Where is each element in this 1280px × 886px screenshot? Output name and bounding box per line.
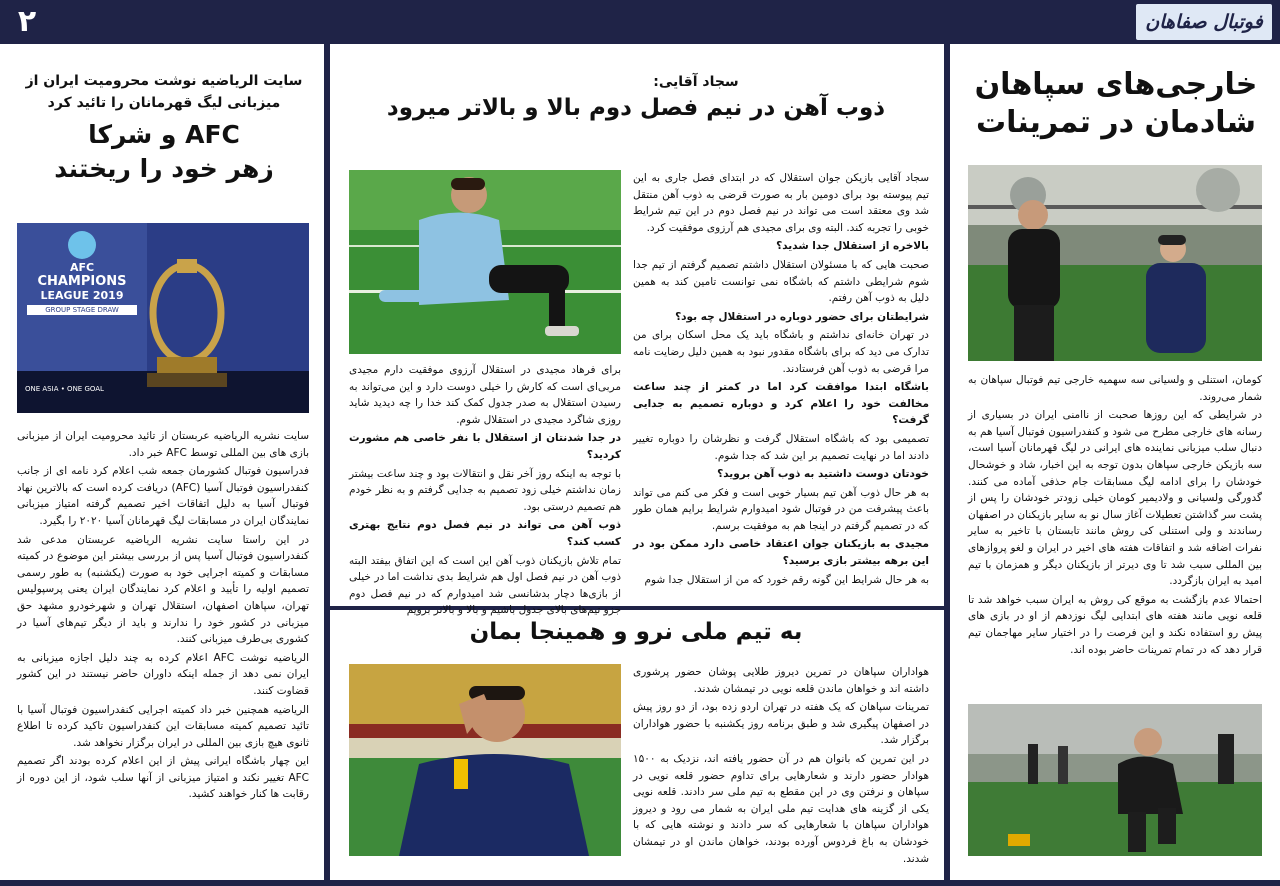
photo-sepahan-player-running	[968, 704, 1262, 856]
paragraph: به هر حال ذوب آهن تیم بسیار خوبی است و فکر می کنم می تواند باعث پیشرفت من در فوتبال شود امیدوارم شرایط برایم همان طور که در تصمیم گرفتم در اینجا هم به موفقیت برسم.	[633, 486, 929, 532]
photo-sajjad-aghaei	[349, 170, 621, 354]
paragraph: احتمالا عدم بازگشت به موقع کی روش به ایران سبب خواهد شد تا قلعه نویی مانند هفته های ابتدایی لیگ نوزدهم از او در بازی های پیش رو استفاده نکند و این فرصت را در اختیار سایر مهاجمان تیم قرار دهد که در تمام تمرینات حاضر بوده اند.	[968, 593, 1262, 656]
kicker-line: سایت الریاضیه نوشت محرومیت ایران از	[25, 73, 303, 89]
paragraph: کومان، استنلی و ولسیانی سه سهمیه خارجی تیم فوتبال سپاهان به شمار می‌روند.	[968, 374, 1262, 403]
title-line: AFC و شرکا	[88, 120, 240, 149]
paragraph: فدراسیون فوتبال کشورمان جمعه شب اعلام کرد نامه ای از جانب کنفدراسیون فوتبال آسیا (AFC) دریافت کرده است که بالاترین نهاد فوتبال آسیا به دلیل اتفاقات اخیر تصمیم گرفته امتیاز میزبانی نمایندگان ایران در مسابقات لیگ قهرمانان آسیا ۲۰۲۰ را بگیرد.	[17, 465, 309, 527]
paragraph: با توجه به اینکه روز آخر نقل و انتقالات بود و چند ساعت بیشتر زمان نداشتم خیلی زود تصمیم به جدایی گرفتم و به نظر خودم هم تصمیم درستی بود.	[349, 467, 621, 513]
paragraph: صحبت هایی که با مسئولان استقلال داشتم تصمیم گرفتم از تیم جدا شوم شرایطی داشتم که باشگاه نمی توانست تامین کند به همین دلیل به ذوب آهن رفتم.	[633, 258, 929, 305]
sajjad-photo-image	[349, 170, 621, 354]
left-article-body	[17, 428, 309, 858]
photo-qalehnoei-salute	[349, 664, 621, 856]
paragraph: در این راستا سایت نشریه الریاضیه عربستان مدعی شد کنفدراسیون فوتبال آسیا پس از بررسی بیشتر این موضوع در کمیته مسابقات و کمیته اجرایی خود به صورت (یکشنبه) به طور رسمی تصمیم اولیه را تأیید و اعلام کرد نمایندگان ایران یعنی پرسپولیس تهران، سپاهان اصفهان، استقلال تهران و شهرخودرو مشهد حق میزبانی در کشور خود را ندارند و باید از دیگر تیم‌های آسیا در کشوری بی‌طرف میزبانی کنند.	[17, 533, 309, 646]
title-line: شادمان در تمرینات	[975, 104, 1257, 140]
interview-question: بالاخره از استقلال جدا شدید؟	[776, 240, 929, 253]
paragraph: الریاضیه نوشت AFC اعلام کرده به چند دلیل اجازه میزبانی به ایران نمی دهد از جمله اینکه داوران حاضر نیستند در این کشور قضاوت کنند.	[17, 651, 309, 697]
afc-photo-caption	[27, 261, 137, 315]
interview-question: در جدا شدنتان از استقلال با نفر خاصی هم مشورت کردید؟	[349, 432, 621, 461]
newspaper-logo: فوتبال صفاهان	[1136, 4, 1272, 40]
interview-question: خودتان دوست داشتید به ذوب آهن بروید؟	[717, 468, 929, 481]
article-afc-ban	[10, 52, 318, 222]
paragraph: الریاضیه همچنین خبر داد کمیته اجرایی کنفدراسیون فوتبال آسیا با تائید تصمیم کمیته مسابقات این کنفدراسیون تاکید کرده تا اطلاع ثانوی هیچ بازی بین المللی در ایران برگزار نخواهد شد.	[17, 703, 309, 749]
paragraph: این چهار باشگاه ایرانی پیش از این اعلام کرده بودند اگر تصمیم AFC تغییر نکند و امتیاز میزبانی از آنها سلب شود، از این دوره از رقابت ها کنار خواهند کشید.	[17, 755, 309, 801]
paragraph: در این تمرین که بانوان هم در آن حضور یافته اند، نزدیک به ۱۵۰۰ هوادار حضور دارند و شعارهایی برای تداوم حضور قلعه نویی در سپاهان و نرفتن وی در این مقطع به تیم ملی سر دادند. قلعه نویی یکی از گزینه های هدایت تیم ملی ایران به شمار می رود و دیروز هواداران سپاهان با شعارهایی که سر دادند و نوشته هایی که با خودشان به باغ فردوس آورده بودند، خواهان ماندن او در تیمشان شدند.	[633, 752, 929, 865]
kicker-line: میزبانی لیگ قهرمانان را تائید کرد	[47, 95, 281, 111]
paragraph: به هر حال شرایط این گونه رقم خورد که من از استقلال جدا شوم	[644, 573, 929, 586]
title-line: زهر خود را ریختند	[54, 154, 274, 183]
paragraph: تصمیمی بود که باشگاه استقلال گرفت و نظرشان را دوباره تغییر دادند اما در نهایت تصمیم بر این شد که جدا شوم.	[633, 432, 929, 462]
paragraph: سجاد آقایی بازیکن جوان استقلال که در ابتدای فصل جاری به این تیم پیوسته بود برای دومین بار به صورت قرضی به ذوب آهن منتقل شد وی معتقد است می تواند در نیم فصل دوم در این تیم شرایط خوبی را تجربه کند. البته وی برای مجیدی هم آرزوی موفقیت کرد.	[633, 172, 929, 234]
paragraph: سایت نشریه الریاضیه عربستان از تائید محرومیت ایران از میزبانی بازی های بین المللی توسط AFC خبر داد.	[17, 430, 309, 459]
afc-label: AFC	[69, 261, 95, 274]
qalehnoei-photo-image	[349, 664, 621, 856]
photo-sepahan-training	[968, 165, 1262, 361]
article-kicker	[10, 70, 318, 114]
afc-slogan: ONE ASIA • ONE GOAL	[25, 385, 104, 393]
champions-label: CHAMPIONS	[37, 274, 127, 289]
interview-question: مجیدی به بازیکنان جوان اعتقاد خاصی دارد ممکن بود در این برهه بیشتر بازی برسید؟	[633, 538, 929, 568]
paragraph: در شرایطی که این روزها صحبت از نا‌امنی ایران در بسیاری از رسانه های خارجی مطرح می شود و کنفدراسیون فوتبال آسیا هم به دنبال سلب میزبانی نماینده های ایرانی در لیگ قهرمانان آسیا است، سه بازیکن خارجی سپاهان بدون توجه به این اخبار، شاد و خوشحال خودشان را برای ادامه لیگ مسابقات جام حذفی آماده می کنند. گدورگی ولسیانی و ولادیمیر کومان خیلی زودتر خودشان را پس از پشت سر گذاشتن تعطیلات آغاز سال نو به سایر بازیکنان در اصفهان رساندند و ولی استنلی کی روش مانند تابستان با تاخیر به سایر نفرات اضافه شد و اتفاقات هفته های اخیر در ایران و لغو پروازهای بین المللی سبب شد تا وی دیرتر از بازیکنان دیگر و همزمان با تیم امید به ایران بازگردد.	[968, 409, 1262, 588]
interview-question: شرایطتان برای حضور دوباره در استقلال چه بود؟	[675, 310, 929, 323]
title-line: خارجی‌های سپاهان	[974, 67, 1258, 102]
article-title-qalehnoei: به تیم ملی نرو و همینجا بمان	[469, 619, 803, 645]
article-title	[958, 66, 1274, 141]
middle-article-body-right	[633, 170, 929, 600]
masthead-bar	[0, 0, 1280, 44]
paragraph: تمام تلاش بازیکنان ذوب آهن این است که این اتفاق بیفتد البته ذوب آهن در نیم فصل اول هم شرایط بدی نداشت اما در خیلی از بازی‌ها دچار بدشانسی شد امیدوارم که در نیم فصل دوم جزو تیم‌های بالای جدول باشیم و بالا و بالاتر برویم	[349, 554, 621, 617]
article-kicker: سجاد آقایی:	[653, 74, 739, 90]
photo-afc-champions-league	[17, 223, 309, 413]
column-divider-right	[944, 44, 950, 880]
article-title: ذوب آهن در نیم فصل دوم بالا و بالاتر میرود	[386, 95, 886, 121]
interview-question: باشگاه ابتدا موافقت کرد اما در کمتر از چند ساعت مخالفت خود را اعلام کرد و دوباره تصمیم به جدایی گرفت؟	[633, 381, 929, 427]
training-photo-image	[968, 165, 1262, 361]
qalehnoei-article-body	[633, 664, 929, 865]
middle-article-body-left	[349, 362, 621, 617]
right-article-body	[968, 372, 1262, 700]
page-number: ۲	[17, 4, 37, 39]
paragraph: برای فرهاد مجیدی در استقلال آرزوی موفقیت دارم مجیدی مربی‌ای است که کارش را خیلی دوست دارد و این می‌تواند به رسیدن استقلال به صدر جدول کمک کند خدا را چه دیدید شاید روزی شاگرد مجیدی در استقلال شوم.	[349, 364, 621, 426]
running-photo-image	[968, 704, 1262, 856]
paragraph: هواداران سپاهان در تمرین دیروز طلایی پوشان حضور پرشوری داشته اند و خواهان ماندن قلعه نویی در تیمشان شدند.	[633, 666, 929, 695]
column-divider-left	[324, 44, 330, 880]
league-year-label: LEAGUE 2019	[40, 289, 124, 302]
footer-bar	[0, 880, 1280, 886]
paragraph: تمرینات سپاهان که یک هفته در تهران اردو زده بود، از دو روز پیش در اصفهان پیگیری شد و طبق برنامه روز یکشنبه با حضور هواداران برگزار شد.	[633, 701, 929, 747]
article-title	[10, 118, 318, 186]
paragraph: در تهران خانه‌ای نداشتم و باشگاه باید یک محل اسکان برای من تدارک می دید که برای باشگاه مقدور نبود به همین دلیل رضایت نامه مرا قرضی به ذوب آهن فرستادند.	[633, 329, 929, 375]
draw-label: GROUP STAGE DRAW	[27, 305, 137, 315]
interview-question: ذوب آهن می تواند در نیم فصل دوم نتایج بهتری کسب کند؟	[349, 519, 621, 548]
